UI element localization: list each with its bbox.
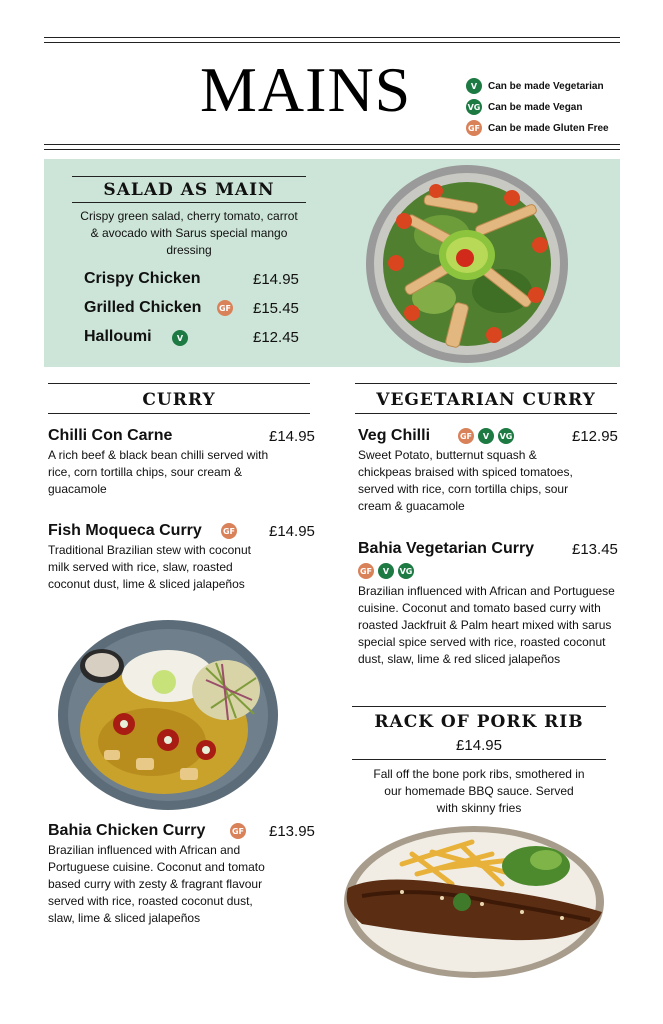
veg-desc-veg-chilli: Sweet Potato, butternut squash & chickpeas braised with spiced tomatoes, served with rice, corn tortilla chips, sour cream & guacamole: [358, 448, 573, 513]
veg-chilli-badges: [458, 428, 514, 444]
header-bottom-rule-2: [44, 149, 620, 150]
salad-price-halloumi: £12.45: [253, 329, 299, 346]
gluten-free-badge-icon: GF: [221, 523, 237, 539]
vegan-badge-icon: VG: [398, 563, 414, 579]
pork-rib-plate-photo: [342, 824, 606, 980]
pork-rib-description: Fall off the bone pork ribs, smothered in our homemade BBQ sauce. Served with skinny fries: [373, 767, 585, 815]
salad-item-crispy-chicken: Crispy Chicken: [84, 270, 201, 287]
salad-description: Crispy green salad, cherry tomato, carrot & avocado with Sarus special mango dressing: [80, 209, 298, 257]
salad-heading-rule-bottom: [72, 202, 306, 203]
curry-item-fish-moqueca: Fish Moqueca Curry: [48, 522, 202, 539]
veg-price-veg-chilli: £12.95: [572, 428, 618, 445]
curry-item-bahia-chicken: Bahia Chicken Curry: [48, 822, 206, 839]
curry-desc-fish-moqueca: Traditional Brazilian stew with coconut milk served with rice, slaw, roasted coconut dust, lime & sliced jalapeños: [48, 543, 251, 591]
curry-heading: CURRY: [142, 390, 216, 410]
gluten-free-badge-icon: GF: [466, 120, 482, 136]
pork-rib-heading: RACK OF PORK RIB: [374, 712, 584, 732]
salad-price-grilled-chicken: £15.45: [253, 300, 299, 317]
salad-item-grilled-chicken: Grilled Chicken: [84, 299, 202, 316]
curry-heading-rule-top: [48, 383, 310, 384]
veg-curry-heading-rule-bottom: [355, 413, 617, 414]
header-bottom-rule: [44, 144, 620, 145]
gluten-free-badge-icon: GF: [358, 563, 374, 579]
gluten-free-badge-icon: GF: [217, 300, 233, 316]
vegetarian-badge-icon: V: [466, 78, 482, 94]
vegetarian-badge-icon: V: [378, 563, 394, 579]
salad-heading: SALAD AS MAIN: [103, 180, 275, 200]
curry-desc-bahia-chicken: Brazilian influenced with African and Portuguese cuisine. Coconut and tomato based curry with zesty & fragrant flavour served with rice, roasted coconut dust, slaw, lime & sliced jalapeños: [48, 843, 265, 925]
gluten-free-badge-icon: GF: [230, 823, 246, 839]
pork-heading-rule-bottom: [352, 759, 606, 760]
gluten-free-badge-icon: GF: [458, 428, 474, 444]
veg-price-bahia-vegetarian: £13.45: [572, 541, 618, 558]
veg-desc-bahia-vegetarian: Brazilian influenced with African and Portuguese cuisine. Coconut and tomato based curry with roasted Jackfruit & Palm heart mixed with sarus special spice served with rice, roasted coconut dust, slaw, lime & red sliced jalapeños: [358, 584, 615, 666]
curry-price-fish-moqueca: £14.95: [269, 523, 315, 540]
salad-item-halloumi: Halloumi: [84, 328, 152, 345]
vegan-badge-icon: VG: [466, 99, 482, 115]
pork-rib-price: £14.95: [456, 737, 502, 754]
veg-item-bahia-vegetarian: Bahia Vegetarian Curry: [358, 540, 535, 557]
legend-label: Can be made Vegan: [488, 101, 583, 113]
salad-heading-rule-top: [72, 176, 306, 177]
bahia-vegetarian-badges: [358, 563, 414, 579]
curry-price-bahia-chicken: £13.95: [269, 823, 315, 840]
vegan-badge-icon: VG: [498, 428, 514, 444]
veg-curry-heading-rule-top: [355, 383, 617, 384]
curry-item-chilli-con-carne: Chilli Con Carne: [48, 427, 173, 444]
vegetarian-badge-icon: V: [172, 330, 188, 346]
legend-vegan: [466, 99, 582, 115]
header-top-rule: [44, 37, 620, 38]
page-title: MAINS: [200, 54, 412, 125]
curry-desc-chilli-con-carne: A rich beef & black bean chilli served with rice, corn tortilla chips, sour cream & guacamole: [48, 448, 269, 496]
legend-gluten-free: [466, 120, 609, 136]
veg-curry-heading: VEGETARIAN CURRY: [376, 390, 596, 410]
header-top-rule-2: [44, 42, 620, 43]
curry-price-chilli-con-carne: £14.95: [269, 428, 315, 445]
legend-label: Can be made Vegetarian: [488, 80, 604, 92]
salad-bowl-photo: [364, 163, 570, 365]
curry-heading-rule-bottom: [48, 413, 310, 414]
legend-vegetarian: [466, 78, 604, 94]
legend-label: Can be made Gluten Free: [488, 122, 609, 134]
vegetarian-badge-icon: V: [478, 428, 494, 444]
fish-curry-bowl-photo: [56, 618, 280, 812]
salad-price-crispy-chicken: £14.95: [253, 271, 299, 288]
pork-heading-rule-top: [352, 706, 606, 707]
veg-item-veg-chilli: Veg Chilli: [358, 427, 431, 444]
